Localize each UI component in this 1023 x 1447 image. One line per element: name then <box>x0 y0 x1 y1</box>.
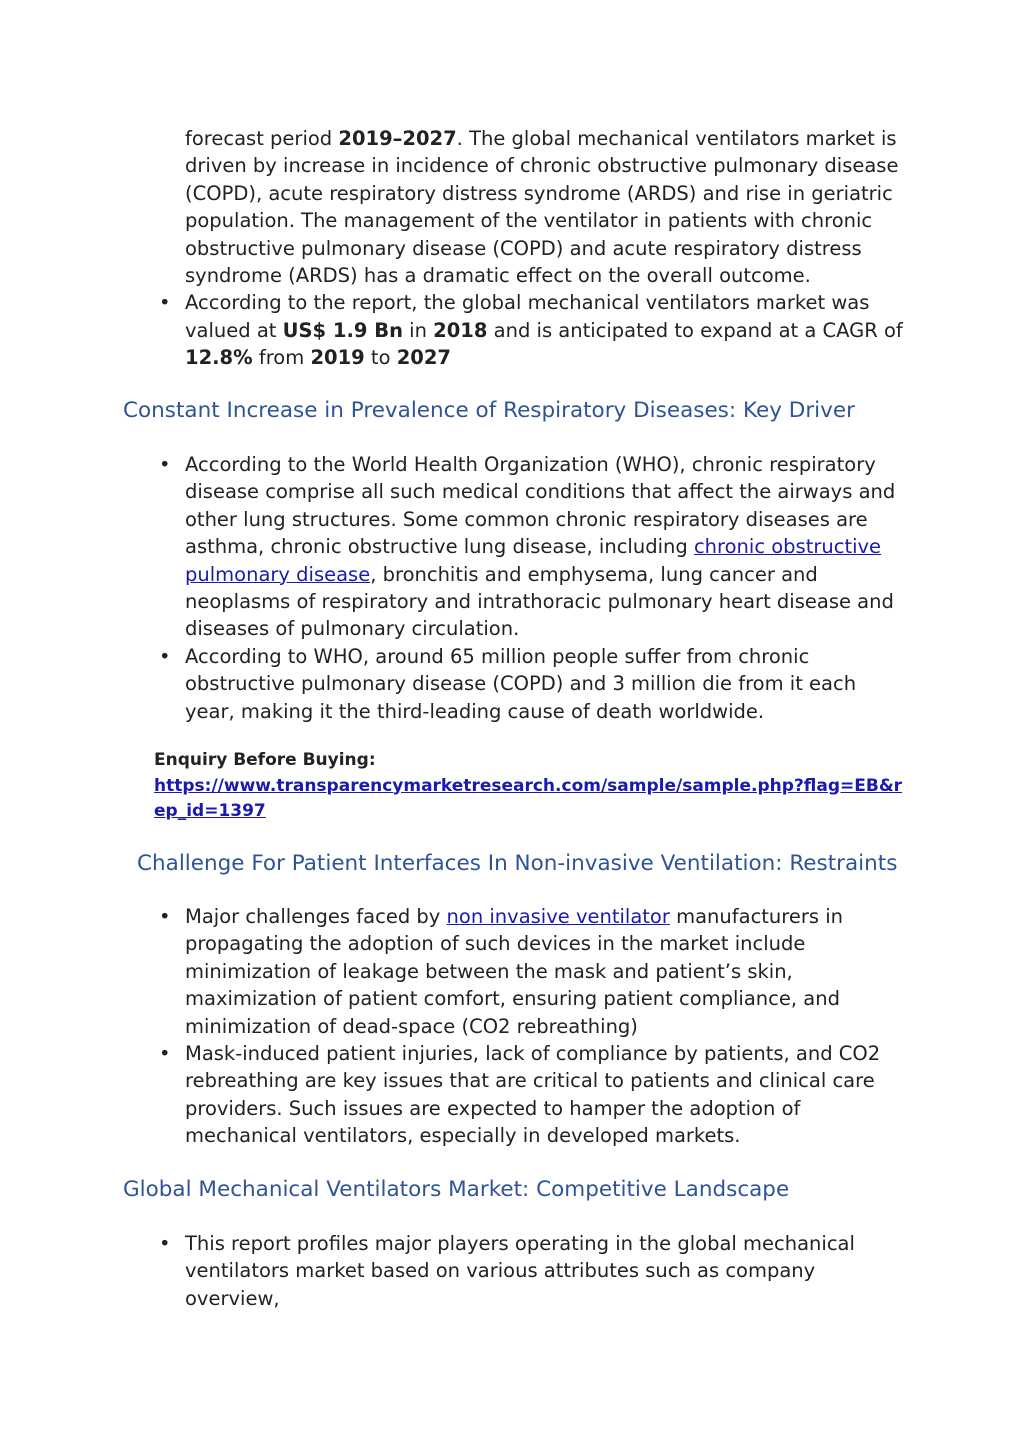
list-item: • Mask-induced patient injuries, lack of compliance by patients, and CO2 rebreathing are key issues that are critical to patients and clinical care providers. Such issues are expected to hamper the adoption of mechanical ventilators, especially in developed markets. <box>159 1042 881 1148</box>
bullet-icon: • <box>159 453 171 476</box>
section-heading-competitive-landscape: Global Mechanical Ventilators Market: Competitive Landscape <box>123 1177 790 1202</box>
copd-link[interactable]: chronic obstructive pulmonary disease <box>185 535 882 586</box>
section-heading-restraints: Challenge For Patient Interfaces In Non-invasive Ventilation: Restraints <box>137 851 898 876</box>
competitive-list <box>159 1230 905 1312</box>
restraints-list <box>159 903 905 1150</box>
enquiry-link[interactable]: https://www.transparencymarketresearch.com/sample/sample.php?flag=EB&rep_id=1397 <box>154 775 903 821</box>
bullet-icon: • <box>159 905 171 928</box>
bullet-icon: • <box>159 1232 171 1255</box>
enquiry-label: Enquiry Before Buying: <box>154 750 376 770</box>
list-item: • This report profiles major players operating in the global mechanical ventilators market based on various attributes such as company overview, <box>159 1232 855 1310</box>
bullet-icon: • <box>159 291 171 315</box>
list-item: • According to WHO, around 65 million people suffer from chronic obstructive pulmonary disease (COPD) and 3 million die from it each year, making it the third-leading cause of death worldwide. <box>159 644 857 723</box>
list-item: • Major challenges faced by non invasive ventilator manufacturers in propagating the adoption of such devices in the market include minimization of leakage between the mask and patient’s skin, maximization of patient comfort, ensuring patient compliance, and minimization of dead-space (CO2 rebreathing) <box>159 905 844 1038</box>
list-item: • According to the World Health Organization (WHO), chronic respiratory disease comprise all such medical conditions that affect the airways and other lung structures. Some common chronic respiratory diseases are asthma, chronic obstructive lung disease, including chronic obstructive pulmonary disease, bronchitis and emphysema, lung cancer and neoplasms of respiratory and intrathoracic pulmonary heart disease and diseases of pulmonary circulation. <box>159 453 896 641</box>
list-item: forecast period 2019–2027. The global mechanical ventilators market is driven by increase in incidence of chronic obstructive pulmonary disease (COPD), acute respiratory distress syndrome (ARDS) and rise in geriatric population. The management of the ventilator in patients with chronic obstructive pulmonary disease (COPD) and acute respiratory distress syndrome (ARDS) has a dramatic effect on the overall outcome. <box>185 127 899 288</box>
enquiry-block <box>154 748 904 825</box>
bullet-icon: • <box>159 1042 171 1066</box>
niv-link[interactable]: non invasive ventilator <box>446 905 670 928</box>
section-heading-key-driver: Constant Increase in Prevalence of Respiratory Diseases: Key Driver <box>123 398 855 423</box>
key-driver-list <box>159 451 905 725</box>
list-item: • According to the report, the global mechanical ventilators market was valued at US$ 1.9 Bn in 2018 and is anticipated to expand at a CAGR of 12.8% from 2019 to 2027 <box>159 291 903 370</box>
intro-list <box>159 125 905 372</box>
bullet-icon: • <box>159 644 171 668</box>
